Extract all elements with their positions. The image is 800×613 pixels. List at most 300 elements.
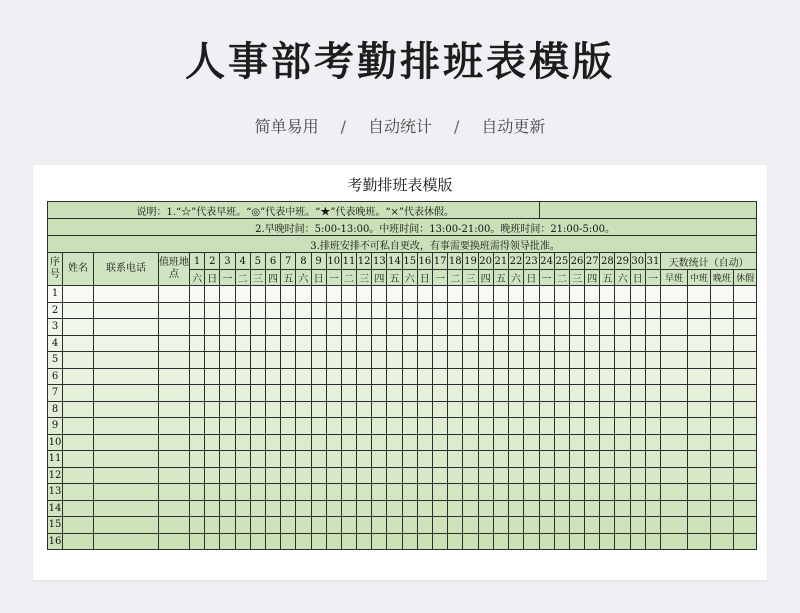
schedule-cell[interactable] [387,335,402,352]
schedule-cell[interactable] [539,368,554,385]
schedule-cell[interactable] [265,352,280,369]
schedule-cell[interactable] [524,533,539,550]
schedule-cell[interactable] [94,319,159,336]
schedule-cell[interactable] [615,302,630,319]
schedule-cell[interactable] [508,517,523,534]
schedule-cell[interactable] [711,368,734,385]
schedule-cell[interactable] [600,352,615,369]
schedule-cell[interactable] [311,335,326,352]
schedule-cell[interactable] [524,286,539,303]
schedule-cell[interactable] [585,401,600,418]
schedule-cell[interactable] [630,533,645,550]
schedule-cell[interactable] [711,385,734,402]
schedule-cell[interactable] [478,385,493,402]
schedule-cell[interactable] [448,500,463,517]
schedule-cell[interactable] [508,352,523,369]
schedule-cell[interactable] [265,401,280,418]
schedule-cell[interactable] [688,418,711,435]
schedule-cell[interactable] [539,385,554,402]
schedule-cell[interactable] [539,401,554,418]
schedule-cell[interactable] [524,484,539,501]
schedule-cell[interactable] [94,500,159,517]
schedule-cell[interactable] [585,517,600,534]
schedule-cell[interactable] [417,434,432,451]
schedule-cell[interactable] [281,533,296,550]
schedule-cell[interactable] [235,418,250,435]
schedule-cell[interactable] [645,533,660,550]
schedule-cell[interactable] [463,484,478,501]
schedule-cell[interactable] [205,533,220,550]
schedule-cell[interactable] [402,401,417,418]
schedule-cell[interactable] [539,302,554,319]
schedule-cell[interactable] [372,319,387,336]
schedule-cell[interactable] [250,302,265,319]
schedule-cell[interactable] [94,368,159,385]
schedule-cell[interactable] [630,451,645,468]
schedule-cell[interactable] [387,500,402,517]
schedule-cell[interactable] [296,368,311,385]
schedule-cell[interactable] [94,385,159,402]
schedule-cell[interactable] [433,533,448,550]
schedule-cell[interactable] [159,451,190,468]
schedule-cell[interactable] [250,368,265,385]
schedule-cell[interactable] [478,401,493,418]
schedule-cell[interactable] [190,319,205,336]
schedule-cell[interactable] [661,335,688,352]
schedule-cell[interactable] [326,533,341,550]
schedule-cell[interactable] [661,517,688,534]
schedule-cell[interactable] [600,434,615,451]
schedule-cell[interactable] [250,517,265,534]
schedule-cell[interactable] [296,533,311,550]
schedule-cell[interactable] [508,434,523,451]
schedule-cell[interactable] [265,302,280,319]
schedule-cell[interactable] [190,352,205,369]
schedule-cell[interactable] [554,385,569,402]
schedule-cell[interactable] [711,335,734,352]
schedule-cell[interactable] [585,418,600,435]
schedule-cell[interactable] [448,467,463,484]
schedule-cell[interactable] [661,286,688,303]
schedule-cell[interactable] [448,286,463,303]
schedule-cell[interactable] [569,451,584,468]
schedule-cell[interactable] [600,467,615,484]
schedule-cell[interactable] [372,368,387,385]
schedule-cell[interactable] [63,500,94,517]
schedule-cell[interactable] [645,401,660,418]
schedule-cell[interactable] [711,352,734,369]
schedule-cell[interactable] [281,352,296,369]
schedule-cell[interactable] [585,286,600,303]
schedule-cell[interactable] [615,352,630,369]
schedule-cell[interactable] [341,451,356,468]
schedule-cell[interactable] [341,533,356,550]
schedule-cell[interactable] [357,319,372,336]
schedule-cell[interactable] [94,517,159,534]
schedule-cell[interactable] [688,517,711,534]
schedule-cell[interactable] [615,418,630,435]
schedule-cell[interactable] [478,484,493,501]
schedule-cell[interactable] [417,418,432,435]
schedule-cell[interactable] [250,335,265,352]
schedule-cell[interactable] [433,302,448,319]
schedule-cell[interactable] [448,517,463,534]
schedule-cell[interactable] [402,335,417,352]
schedule-cell[interactable] [326,302,341,319]
schedule-cell[interactable] [357,385,372,402]
schedule-cell[interactable] [205,484,220,501]
schedule-cell[interactable] [688,484,711,501]
schedule-cell[interactable] [433,434,448,451]
schedule-cell[interactable] [661,418,688,435]
schedule-cell[interactable] [448,385,463,402]
schedule-cell[interactable] [296,385,311,402]
schedule-cell[interactable] [63,335,94,352]
schedule-cell[interactable] [250,401,265,418]
schedule-cell[interactable] [585,368,600,385]
schedule-cell[interactable] [250,434,265,451]
schedule-cell[interactable] [554,484,569,501]
schedule-cell[interactable] [630,385,645,402]
schedule-cell[interactable] [600,385,615,402]
schedule-cell[interactable] [220,500,235,517]
schedule-cell[interactable] [265,467,280,484]
schedule-cell[interactable] [190,401,205,418]
schedule-cell[interactable] [478,467,493,484]
schedule-cell[interactable] [734,368,757,385]
schedule-cell[interactable] [281,484,296,501]
schedule-cell[interactable] [569,484,584,501]
schedule-cell[interactable] [554,434,569,451]
schedule-cell[interactable] [433,368,448,385]
schedule-cell[interactable] [600,484,615,501]
schedule-cell[interactable] [630,517,645,534]
schedule-cell[interactable] [661,500,688,517]
schedule-cell[interactable] [372,451,387,468]
schedule-cell[interactable] [341,517,356,534]
schedule-cell[interactable] [311,385,326,402]
schedule-cell[interactable] [661,451,688,468]
schedule-cell[interactable] [645,484,660,501]
schedule-cell[interactable] [311,451,326,468]
schedule-cell[interactable] [417,385,432,402]
schedule-cell[interactable] [688,368,711,385]
schedule-cell[interactable] [554,451,569,468]
schedule-cell[interactable] [281,451,296,468]
schedule-cell[interactable] [688,434,711,451]
schedule-cell[interactable] [433,352,448,369]
schedule-cell[interactable] [94,401,159,418]
schedule-cell[interactable] [311,517,326,534]
schedule-cell[interactable] [448,352,463,369]
schedule-cell[interactable] [711,533,734,550]
schedule-cell[interactable] [463,401,478,418]
schedule-cell[interactable] [372,352,387,369]
schedule-cell[interactable] [711,484,734,501]
schedule-cell[interactable] [554,467,569,484]
schedule-cell[interactable] [372,302,387,319]
schedule-cell[interactable] [235,401,250,418]
schedule-cell[interactable] [63,467,94,484]
schedule-cell[interactable] [600,533,615,550]
schedule-cell[interactable] [190,385,205,402]
schedule-cell[interactable] [417,533,432,550]
schedule-cell[interactable] [615,451,630,468]
schedule-cell[interactable] [265,418,280,435]
schedule-cell[interactable] [311,286,326,303]
schedule-cell[interactable] [539,451,554,468]
schedule-cell[interactable] [402,517,417,534]
schedule-cell[interactable] [569,517,584,534]
schedule-cell[interactable] [448,302,463,319]
schedule-cell[interactable] [688,352,711,369]
schedule-cell[interactable] [402,451,417,468]
schedule-cell[interactable] [734,352,757,369]
schedule-cell[interactable] [630,335,645,352]
schedule-cell[interactable] [448,335,463,352]
schedule-cell[interactable] [387,286,402,303]
schedule-cell[interactable] [402,467,417,484]
schedule-cell[interactable] [63,286,94,303]
schedule-cell[interactable] [661,484,688,501]
schedule-cell[interactable] [265,335,280,352]
schedule-cell[interactable] [569,533,584,550]
schedule-cell[interactable] [585,335,600,352]
schedule-cell[interactable] [711,467,734,484]
schedule-cell[interactable] [524,500,539,517]
schedule-cell[interactable] [417,319,432,336]
schedule-cell[interactable] [402,434,417,451]
schedule-cell[interactable] [281,368,296,385]
schedule-cell[interactable] [326,418,341,435]
schedule-cell[interactable] [341,385,356,402]
schedule-cell[interactable] [433,484,448,501]
schedule-cell[interactable] [600,517,615,534]
schedule-cell[interactable] [235,302,250,319]
schedule-cell[interactable] [265,484,280,501]
schedule-cell[interactable] [463,517,478,534]
schedule-cell[interactable] [493,352,508,369]
schedule-cell[interactable] [265,533,280,550]
schedule-cell[interactable] [63,302,94,319]
schedule-cell[interactable] [296,335,311,352]
schedule-cell[interactable] [493,302,508,319]
schedule-cell[interactable] [554,517,569,534]
schedule-cell[interactable] [539,500,554,517]
schedule-cell[interactable] [357,335,372,352]
schedule-cell[interactable] [250,467,265,484]
schedule-cell[interactable] [508,385,523,402]
schedule-cell[interactable] [600,401,615,418]
schedule-cell[interactable] [585,385,600,402]
schedule-cell[interactable] [402,500,417,517]
schedule-cell[interactable] [250,533,265,550]
schedule-cell[interactable] [645,418,660,435]
schedule-cell[interactable] [190,434,205,451]
schedule-cell[interactable] [281,319,296,336]
schedule-cell[interactable] [357,434,372,451]
schedule-cell[interactable] [387,467,402,484]
schedule-cell[interactable] [448,434,463,451]
schedule-cell[interactable] [296,517,311,534]
schedule-cell[interactable] [569,286,584,303]
schedule-cell[interactable] [463,451,478,468]
schedule-cell[interactable] [265,385,280,402]
schedule-cell[interactable] [585,302,600,319]
schedule-cell[interactable] [220,302,235,319]
schedule-cell[interactable] [417,401,432,418]
schedule-cell[interactable] [524,385,539,402]
schedule-cell[interactable] [645,434,660,451]
schedule-cell[interactable] [220,368,235,385]
schedule-cell[interactable] [493,368,508,385]
schedule-cell[interactable] [372,467,387,484]
schedule-cell[interactable] [372,434,387,451]
schedule-cell[interactable] [63,418,94,435]
schedule-cell[interactable] [235,533,250,550]
schedule-cell[interactable] [159,319,190,336]
schedule-cell[interactable] [387,434,402,451]
schedule-cell[interactable] [205,418,220,435]
schedule-cell[interactable] [569,368,584,385]
schedule-cell[interactable] [615,500,630,517]
schedule-cell[interactable] [296,352,311,369]
schedule-cell[interactable] [493,500,508,517]
schedule-cell[interactable] [711,517,734,534]
schedule-cell[interactable] [220,451,235,468]
schedule-cell[interactable] [417,286,432,303]
schedule-cell[interactable] [569,418,584,435]
schedule-cell[interactable] [341,401,356,418]
schedule-cell[interactable] [645,467,660,484]
schedule-cell[interactable] [524,368,539,385]
schedule-cell[interactable] [734,401,757,418]
schedule-cell[interactable] [734,484,757,501]
schedule-cell[interactable] [326,352,341,369]
schedule-cell[interactable] [539,286,554,303]
schedule-cell[interactable] [326,484,341,501]
schedule-cell[interactable] [311,484,326,501]
schedule-cell[interactable] [220,385,235,402]
schedule-cell[interactable] [463,319,478,336]
schedule-cell[interactable] [250,385,265,402]
schedule-cell[interactable] [94,467,159,484]
schedule-cell[interactable] [235,286,250,303]
schedule-cell[interactable] [630,401,645,418]
schedule-cell[interactable] [615,434,630,451]
schedule-cell[interactable] [711,418,734,435]
schedule-cell[interactable] [711,500,734,517]
schedule-cell[interactable] [94,418,159,435]
schedule-cell[interactable] [190,484,205,501]
schedule-cell[interactable] [734,434,757,451]
schedule-cell[interactable] [94,302,159,319]
schedule-cell[interactable] [341,484,356,501]
schedule-cell[interactable] [387,533,402,550]
schedule-cell[interactable] [357,352,372,369]
schedule-cell[interactable] [205,319,220,336]
schedule-cell[interactable] [585,484,600,501]
schedule-cell[interactable] [478,434,493,451]
schedule-cell[interactable] [190,533,205,550]
schedule-cell[interactable] [493,434,508,451]
schedule-cell[interactable] [539,352,554,369]
schedule-cell[interactable] [433,335,448,352]
schedule-cell[interactable] [585,451,600,468]
schedule-cell[interactable] [159,467,190,484]
schedule-cell[interactable] [508,500,523,517]
schedule-cell[interactable] [265,500,280,517]
schedule-cell[interactable] [205,335,220,352]
schedule-cell[interactable] [63,517,94,534]
schedule-cell[interactable] [281,500,296,517]
schedule-cell[interactable] [205,517,220,534]
schedule-cell[interactable] [463,533,478,550]
schedule-cell[interactable] [402,302,417,319]
schedule-cell[interactable] [281,385,296,402]
schedule-cell[interactable] [569,401,584,418]
schedule-cell[interactable] [265,286,280,303]
schedule-cell[interactable] [387,368,402,385]
schedule-cell[interactable] [493,533,508,550]
schedule-cell[interactable] [448,533,463,550]
schedule-cell[interactable] [615,335,630,352]
schedule-cell[interactable] [615,467,630,484]
schedule-cell[interactable] [711,302,734,319]
schedule-cell[interactable] [159,517,190,534]
schedule-cell[interactable] [341,368,356,385]
schedule-cell[interactable] [661,368,688,385]
schedule-cell[interactable] [357,418,372,435]
schedule-cell[interactable] [600,302,615,319]
schedule-cell[interactable] [205,352,220,369]
schedule-cell[interactable] [478,286,493,303]
schedule-cell[interactable] [235,484,250,501]
schedule-cell[interactable] [630,500,645,517]
schedule-cell[interactable] [524,302,539,319]
schedule-cell[interactable] [311,500,326,517]
schedule-cell[interactable] [341,319,356,336]
schedule-cell[interactable] [508,286,523,303]
schedule-cell[interactable] [478,451,493,468]
schedule-cell[interactable] [569,352,584,369]
schedule-cell[interactable] [94,533,159,550]
schedule-cell[interactable] [493,335,508,352]
schedule-cell[interactable] [205,500,220,517]
schedule-cell[interactable] [402,352,417,369]
schedule-cell[interactable] [159,352,190,369]
schedule-cell[interactable] [615,368,630,385]
schedule-cell[interactable] [524,352,539,369]
schedule-cell[interactable] [734,467,757,484]
schedule-cell[interactable] [281,517,296,534]
schedule-cell[interactable] [281,418,296,435]
schedule-cell[interactable] [220,352,235,369]
schedule-cell[interactable] [205,434,220,451]
schedule-cell[interactable] [539,319,554,336]
schedule-cell[interactable] [220,484,235,501]
schedule-cell[interactable] [508,467,523,484]
schedule-cell[interactable] [205,467,220,484]
schedule-cell[interactable] [433,385,448,402]
schedule-cell[interactable] [508,401,523,418]
schedule-cell[interactable] [63,401,94,418]
schedule-cell[interactable] [372,484,387,501]
schedule-cell[interactable] [478,335,493,352]
schedule-cell[interactable] [235,467,250,484]
schedule-cell[interactable] [554,418,569,435]
schedule-cell[interactable] [220,467,235,484]
